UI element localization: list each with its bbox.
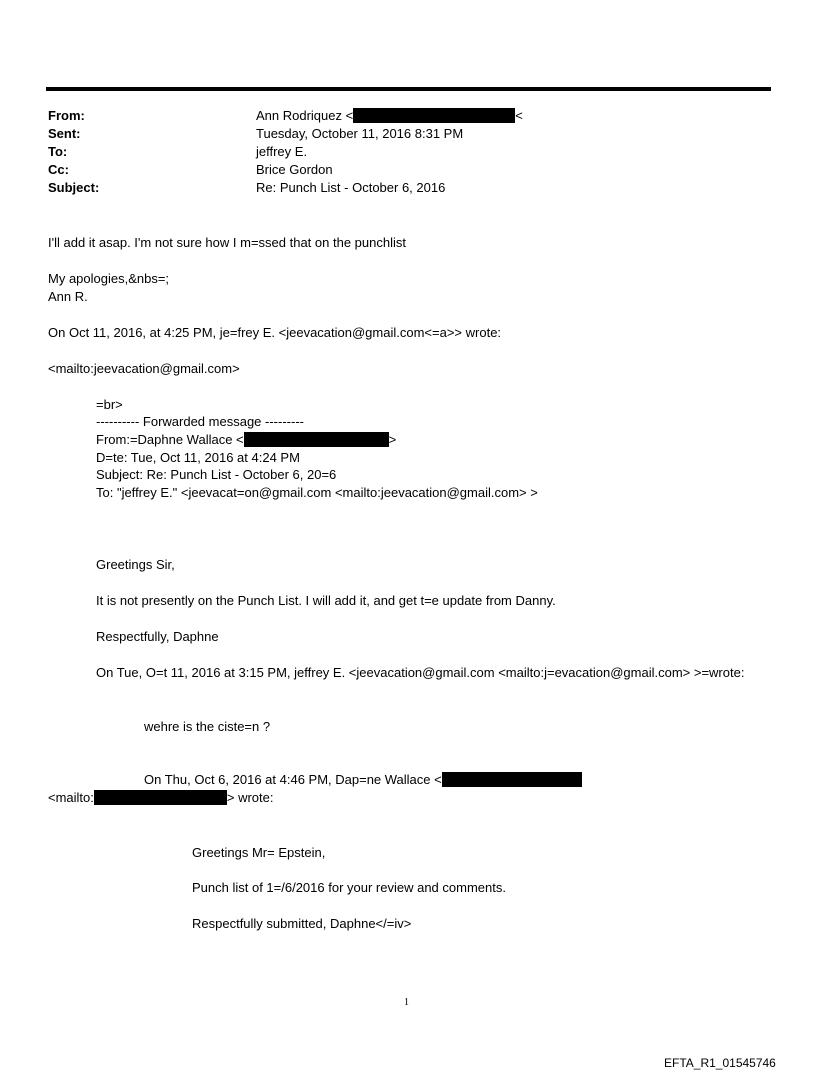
- document-id: EFTA_R1_01545746: [664, 1056, 776, 1070]
- original-greeting: Greetings Mr= Epstein,: [192, 845, 326, 860]
- forward-br: =br>: [96, 397, 123, 412]
- body-line: My apologies,&nbs=;: [48, 271, 170, 286]
- body-line: I'll add it asap. I'm not sure how I m=ssed that on the punchlist: [48, 235, 406, 250]
- from-label: From:: [48, 108, 85, 123]
- redaction-block: [353, 108, 515, 123]
- forward-title: ---------- Forwarded message ---------: [96, 414, 304, 429]
- reply-text: It is not presently on the Punch List. I will add it, and get t=e update from Danny.: [96, 593, 556, 608]
- mailto-line: <mailto:jeevacation@gmail.com>: [48, 361, 240, 376]
- from-name: Ann Rodriquez <: [256, 108, 354, 123]
- redaction-block: [94, 790, 227, 805]
- mailto-prefix: <mailto:: [48, 790, 94, 805]
- forward-from-text: From:=Daphne Wallace <: [96, 432, 244, 447]
- subject-label: Subject:: [48, 180, 100, 195]
- quote-header: On Tue, O=t 11, 2016 at 3:15 PM, jeffrey E. <jeevacation@gmail.com <mailto:j=evacation@gmail.com> >=wrote:: [96, 665, 745, 680]
- mailto-suffix: > wrote:: [226, 790, 274, 805]
- sent-label: Sent:: [48, 126, 81, 141]
- forward-from: [96, 431, 396, 449]
- quote-header-text: On Thu, Oct 6, 2016 at 4:46 PM, Dap=ne Wallace <: [144, 772, 442, 787]
- redaction-block: [244, 432, 389, 447]
- forward-date: D=te: Tue, Oct 11, 2016 at 4:24 PM: [96, 450, 300, 465]
- message-text: wehre is the ciste=n ?: [144, 719, 271, 734]
- reply-sign: Respectfully, Daphne: [96, 629, 219, 644]
- sent-value: Tuesday, October 11, 2016 8:31 PM: [256, 126, 464, 141]
- to-label: To:: [48, 144, 68, 159]
- original-sign: Respectfully submitted, Daphne</=iv>: [192, 916, 412, 931]
- reply-greeting: Greetings Sir,: [96, 557, 175, 572]
- mailto-line: [48, 789, 274, 807]
- redaction-block: [442, 772, 582, 787]
- forward-from-end: >: [388, 432, 397, 447]
- cc-label: Cc:: [48, 162, 69, 177]
- original-text: Punch list of 1=/6/2016 for your review and comments.: [192, 880, 506, 895]
- quote-header: On Oct 11, 2016, at 4:25 PM, je=frey E. <jeevacation@gmail.com<=a>> wrote:: [48, 325, 502, 340]
- from-end: <: [515, 108, 523, 123]
- quote-header: [144, 771, 582, 789]
- header-rule: [46, 87, 771, 91]
- forward-to: To: "jeffrey E." <jeevacat=on@gmail.com <mailto:jeevacation@gmail.com> >: [96, 485, 538, 500]
- subject-value: Re: Punch List - October 6, 2016: [256, 180, 446, 195]
- page-number: 1: [404, 997, 409, 1008]
- forward-subject: Subject: Re: Punch List - October 6, 20=6: [96, 467, 337, 482]
- from-value: [256, 107, 523, 125]
- cc-value: Brice Gordon: [256, 162, 333, 177]
- to-value: jeffrey E.: [256, 144, 308, 159]
- body-line: Ann R.: [48, 289, 88, 304]
